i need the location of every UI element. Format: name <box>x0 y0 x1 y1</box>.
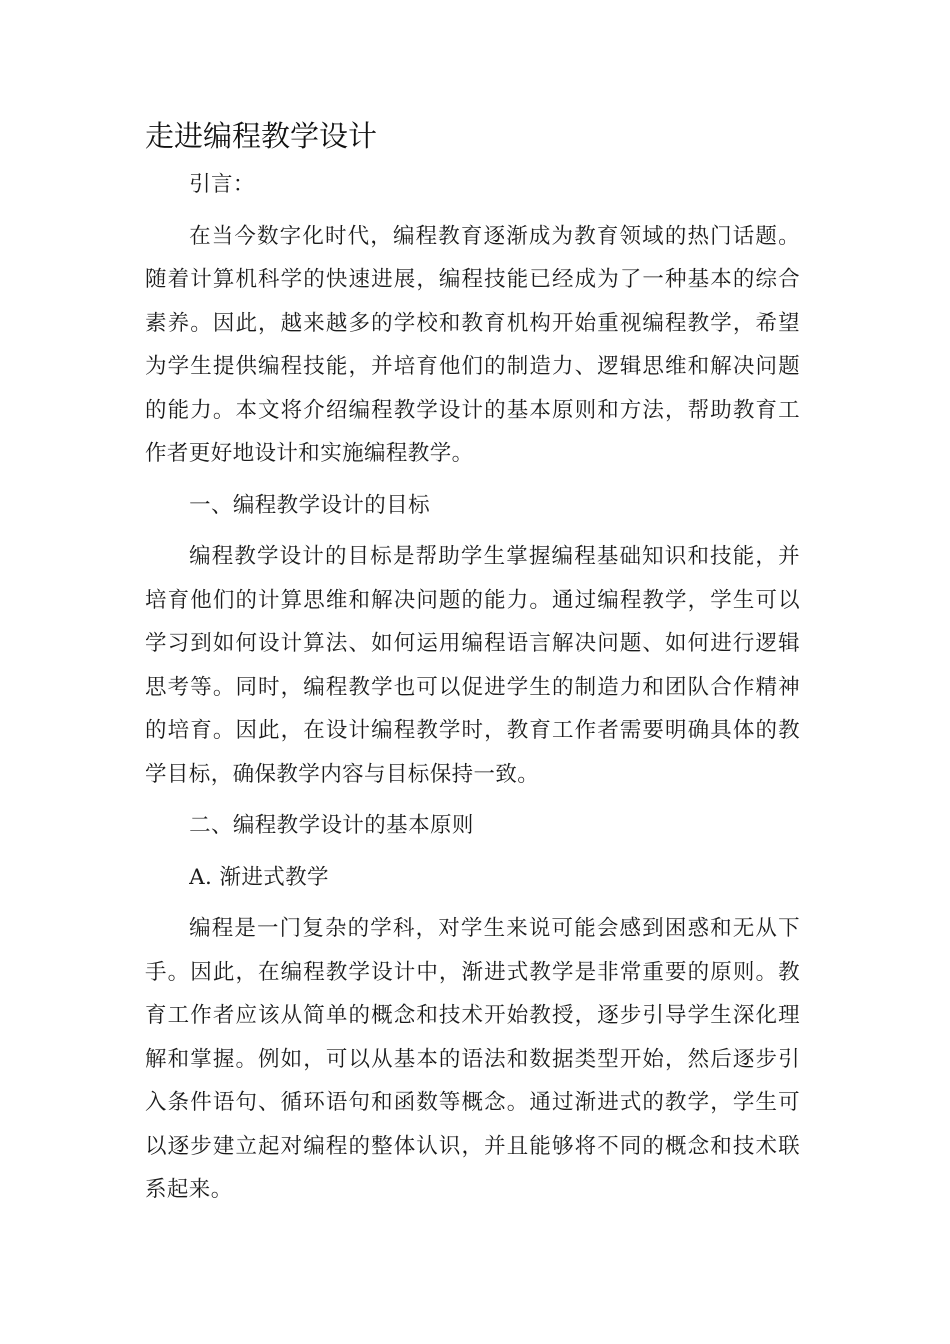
subsection-a-heading: A. 渐进式教学 <box>189 864 329 890</box>
subsection-a-paragraph: 编程是一门复杂的学科，对学生来说可能会感到困惑和无从下手。因此，在编程教学设计中，渐进式教学是非常重要的原则。教育工作者应该从简单的概念和技术开始教授，逐步引导学生深化理解和掌握。例如，可以从基本的语法和数据类型开始，然后逐步引入条件语句、循环语句和函数等概念。通过渐进式的教学，学生可以逐步建立起对编程的整体认识，并且能够将不同的概念和技术联系起来。 <box>145 916 800 1202</box>
section-1-paragraph: 编程教学设计的目标是帮助学生掌握编程基础知识和技能，并培育他们的计算思维和解决问题的能力。通过编程教学，学生可以学习到如何设计算法、如何运用编程语言解决问题、如何进行逻辑思考等。同时，编程教学也可以促进学生的制造力和团队合作精神的培育。因此，在设计编程教学时，教育工作者需要明确具体的教学目标，确保教学内容与目标保持一致。 <box>145 544 800 787</box>
intro-paragraph: 在当今数字化时代，编程教育逐渐成为教育领域的热门话题。随着计算机科学的快速进展，编程技能已经成为了一种基本的综合素养。因此，越来越多的学校和教育机构开始重视编程教学，希望为学生提供编程技能，并培育他们的制造力、逻辑思维和解决问题的能力。本文将介绍编程教学设计的基本原则和方法，帮助教育工作者更好地设计和实施编程教学。 <box>145 223 800 466</box>
document-body <box>145 163 800 1220</box>
section-2-heading: 二、编程教学设计的基本原则 <box>189 813 474 838</box>
intro-label: 引言： <box>189 172 255 197</box>
document-title: 走进编程教学设计 <box>145 119 378 153</box>
section-1-heading: 一、编程教学设计的目标 <box>189 492 430 518</box>
